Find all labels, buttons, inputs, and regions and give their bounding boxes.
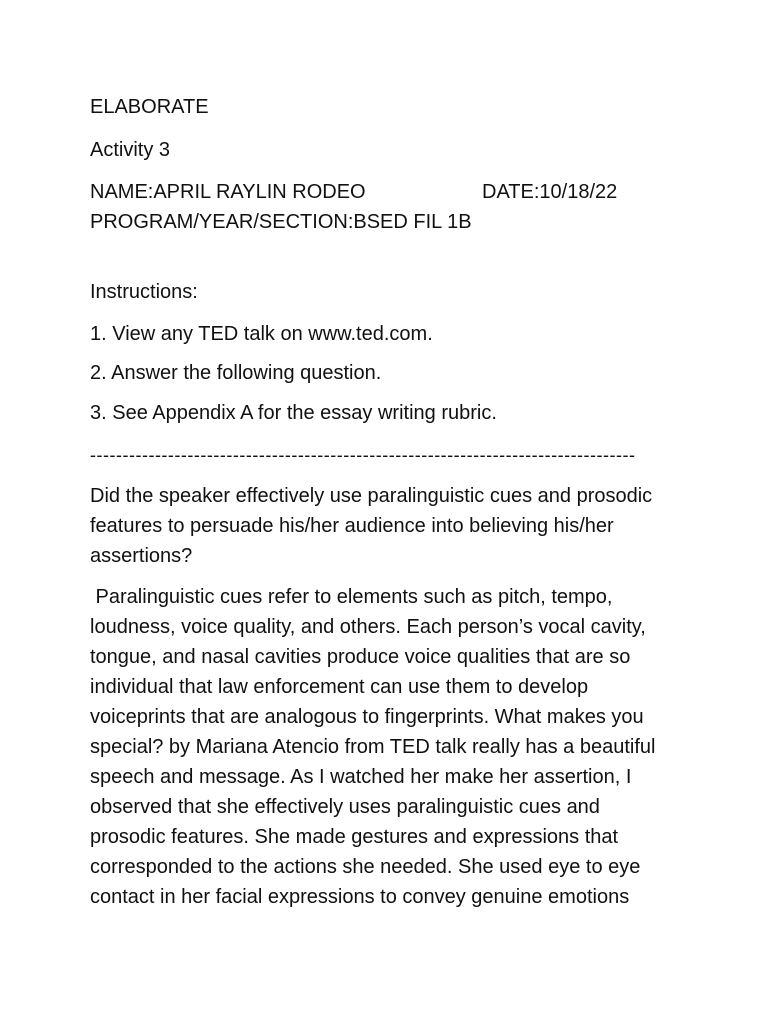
- answer-line: Paralinguistic cues refer to elements such as pitch, tempo,: [90, 586, 613, 608]
- answer-line: special? by Mariana Atencio from TED talk really has a beautiful: [90, 736, 656, 758]
- answer-line: prosodic features. She made gestures and expressions that: [90, 826, 619, 848]
- question-line: assertions?: [90, 545, 193, 567]
- answer-line: contact in her facial expressions to convey genuine emotions: [90, 886, 630, 908]
- answer-line: speech and message. As I watched her make her assertion, I: [90, 766, 632, 788]
- student-name: NAME:APRIL RAYLIN RODEO: [90, 181, 366, 203]
- instruction-item-3: 3. See Appendix A for the essay writing rubric.: [90, 402, 497, 424]
- instructions-heading: Instructions:: [90, 281, 198, 303]
- answer-paragraph: [90, 582, 690, 912]
- answer-line: tongue, and nasal cavities produce voice qualities that are so: [90, 646, 631, 668]
- answer-line: loudness, voice quality, and others. Each person’s vocal cavity,: [90, 616, 646, 638]
- section-heading: ELABORATE: [90, 96, 209, 118]
- activity-title: Activity 3: [90, 139, 171, 161]
- program-line: PROGRAM/YEAR/SECTION:BSED FIL 1B: [90, 211, 472, 233]
- section-divider: ------------------------------------------------------------------------------------: [90, 445, 636, 465]
- question-line: Did the speaker effectively use paralinguistic cues and prosodic: [90, 485, 653, 507]
- instruction-item-2: 2. Answer the following question.: [90, 362, 382, 384]
- answer-line: observed that she effectively uses paralinguistic cues and: [90, 796, 600, 818]
- answer-line: corresponded to the actions she needed. She used eye to eye: [90, 856, 641, 878]
- date-field: DATE:10/18/22: [482, 181, 618, 203]
- instruction-item-1: 1. View any TED talk on www.ted.com.: [90, 323, 433, 345]
- question-paragraph: [90, 481, 690, 571]
- question-line: features to persuade his/her audience into believing his/her: [90, 515, 614, 537]
- answer-line: individual that law enforcement can use them to develop: [90, 676, 589, 698]
- answer-line: voiceprints that are analogous to fingerprints. What makes you: [90, 706, 644, 728]
